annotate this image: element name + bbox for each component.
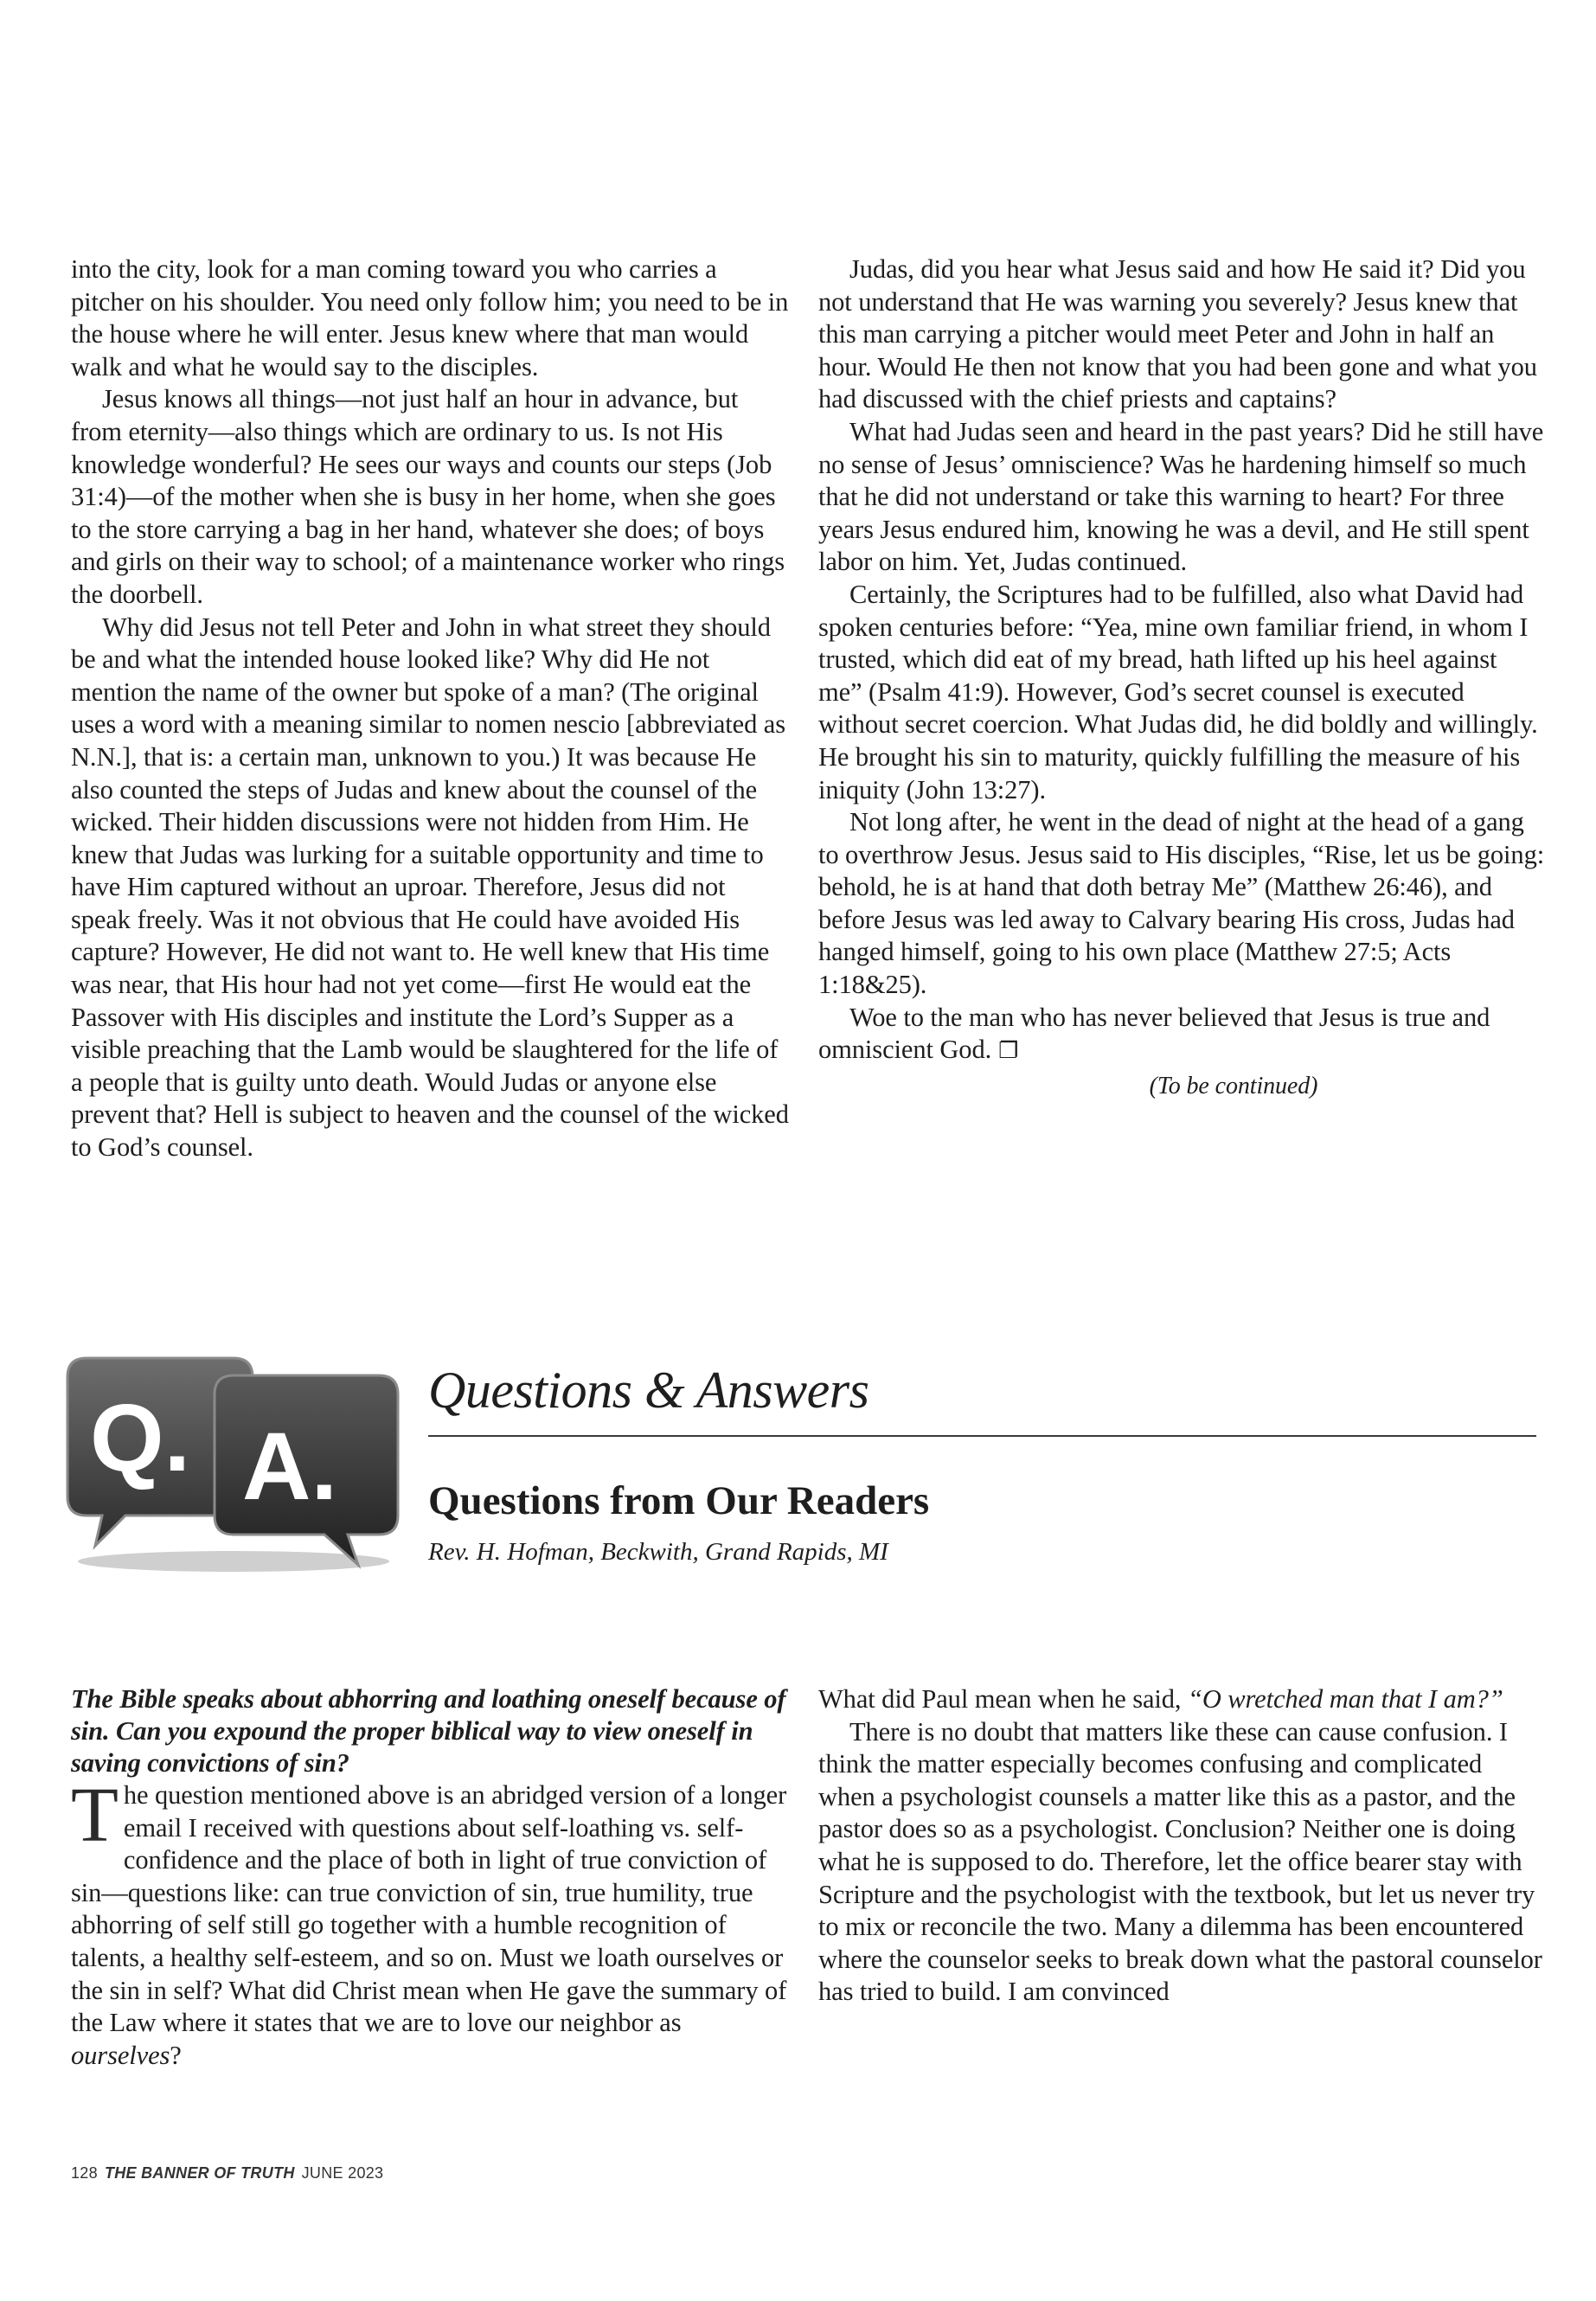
author-byline: Rev. H. Hofman, Beckwith, Grand Rapids, MI <box>428 1538 888 1566</box>
answer-text: What did Paul mean when he said, <box>818 1684 1182 1714</box>
answer-quote: “O wretched man that I am?” <box>1187 1684 1503 1714</box>
logo-a-letter: A. <box>242 1413 337 1520</box>
publication-name: THE BANNER OF TRUTH <box>104 2164 295 2182</box>
answer-emphasis: ourselves <box>71 2040 170 2070</box>
article-paragraph: Certainly, the Scriptures had to be fulfilled, also what David had spoken centuries before: “Yea, mine own familiar friend, in whom I trusted, which did eat of my bread, hath lifted up his heel against me” (Psalm 41:9). However, God’s secret counsel is executed without secret coercion. What Judas did, he did boldly and willingly. He brought his sin to maturity, quickly fulfilling the measure of his iniquity (John 13:27). <box>818 579 1538 804</box>
article-left-column <box>71 253 791 1164</box>
answer-paragraph <box>818 1683 1545 1716</box>
qa-right-column <box>818 1683 1545 2009</box>
answer-punctuation: ? <box>170 2040 182 2070</box>
answer-paragraph: There is no doubt that matters like these can cause confusion. I think the matter especially becomes confusing and complicated when a psychologist counsels a matter like this as a pastor, and the pastor does so as a psychologist. Conclusion? Neither one is doing what he is supposed to do. Therefore, let the office bearer stay with Scripture and the psychologist with the textbook, but let us never try to mix or reconcile the two. Many a dilemma has been encountered where the counselor seeks to break down what the pastoral counselor has tried to build. I am convinced <box>818 1716 1542 2007</box>
qa-speech-bubbles-icon <box>61 1345 407 1579</box>
logo-shadow <box>78 1551 389 1572</box>
article-paragraph-text: Woe to the man who has never believed that Jesus is true and omniscient God. <box>818 1002 1490 1065</box>
page-number: 128 <box>71 2164 98 2182</box>
article-paragraph: Judas, did you hear what Jesus said and how He said it? Did you not understand that He was warning you severely? Jesus knew that this man carrying a pitcher would meet Peter and John in half an hour. Would He then not know that you had been gone and what you had discussed with the chief priests and captains? <box>818 254 1537 414</box>
article-paragraph: Why did Jesus not tell Peter and John in what street they should be and what the intended house looked like? Why did He not mention the name of the owner but spoke of a man? (The original uses a word with a meaning similar to nomen nescio [abbreviated as N.N.], that is: a certain man, unknown to you.) It was because He also counted the steps of Judas and knew about the counsel of the wicked. Their hidden discussions were not hidden from Him. He knew that Judas was lurking for a suitable opportunity and time to have Him captured without an uproar. Therefore, Jesus did not speak freely. Was it not obvious that He could have avoided His capture? However, He did not want to. He well knew that His time was near, that His hour had not yet come—first He would eat the Passover with His disciples and institute the Lord’s Supper as a visible preaching that the Lamb would be slaughtered for the life of a people that is guilty unto death. Would Judas or anyone else prevent that? Hell is subject to heaven and the counsel of the wicked to God’s counsel. <box>71 612 789 1163</box>
article-paragraph: into the city, look for a man coming toward you who carries a pitcher on his shoulder. You need only follow him; you need to be in the house where he will enter. Jesus knew where that man would walk and what he would say to the disciples. <box>71 254 789 381</box>
logo-q-letter: Q. <box>90 1385 191 1491</box>
page-footer <box>71 2164 383 2182</box>
drop-cap: T <box>71 1772 119 1858</box>
answer-text: he question mentioned above is an abridged version of a longer email I received with questions about self-loathing vs. self-confidence and the place of both in light of true conviction of sin—questions like: can true conviction of sin, true humility, true abhorring of self still go together with a humble recognition of talents, a healthy self-esteem, and so on. Must we loath ourselves or the sin in self? What did Christ mean when He gave the summary of the Law where it states that we are to love our neighbor as <box>71 1780 787 2038</box>
answer-paragraph <box>71 1772 791 2072</box>
reader-question: The Bible speaks about abhorring and loathing oneself because of sin. Can you expound the proper biblical way to view oneself in saving convictions of sin? <box>71 1684 786 1778</box>
issue-date: JUNE 2023 <box>301 2164 384 2182</box>
section-title: Questions & Answers <box>428 1362 869 1419</box>
article-paragraph: What had Judas seen and heard in the past years? Did he still have no sense of Jesus’ omniscience? Was he hardening himself so much that he did not understand or take this warning to heart? For three years Jesus endured him, knowing he was a devil, and He still spent labor on him. Yet, Judas continued. <box>818 416 1544 577</box>
end-mark-icon: ❐ <box>998 1038 1019 1065</box>
article-final-paragraph <box>818 1002 1545 1068</box>
column-title: Questions from Our Readers <box>428 1478 930 1523</box>
article-paragraph: Jesus knows all things—not just half an hour in advance, but from eternity—also things which are ordinary to us. Is not His knowledge wonderful? He sees our ways and counts our steps (Job 31:4)—of the mother when she is busy in her home, when she goes to the store carrying a bag in her hand, whatever she does; of boys and girls on their way to school; of a maintenance worker who rings the doorbell. <box>71 384 785 609</box>
title-divider <box>428 1435 1536 1437</box>
qa-left-column <box>71 1683 791 2072</box>
article-right-column <box>818 253 1545 1102</box>
to-be-continued: (To be continued) <box>1149 1072 1318 1099</box>
article-paragraph: Not long after, he went in the dead of night at the head of a gang to overthrow Jesus. Jesus said to His disciples, “Rise, let us be going: behold, he is at hand that doth betray Me” (Matthew 26:46), and before Jesus was led away to Calvary bearing His cross, Judas had hanged himself, going to his own place (Matthew 27:5; Acts 1:18&25). <box>818 807 1545 1000</box>
